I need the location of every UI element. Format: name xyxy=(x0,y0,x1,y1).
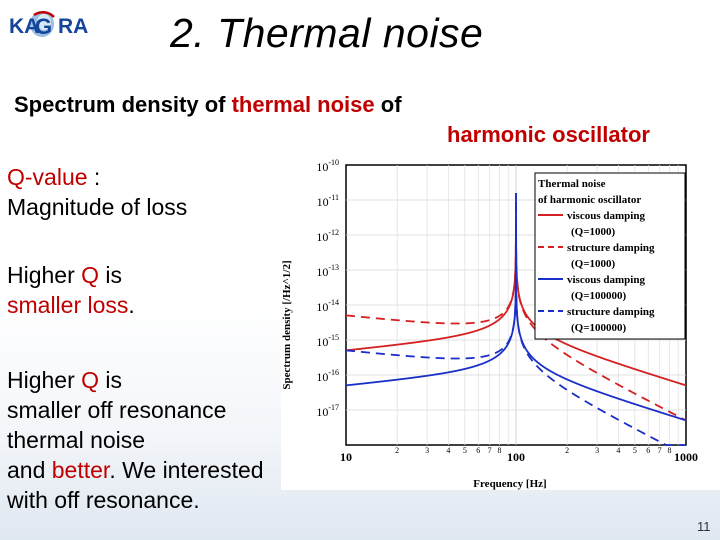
para3-line5: with off resonance. xyxy=(7,487,200,513)
slide-title: 2. Thermal noise xyxy=(170,10,484,56)
kagra-logo xyxy=(6,5,112,43)
x-minor-tick-label: 3 xyxy=(595,446,600,455)
logo-text-ra: RA xyxy=(58,15,89,38)
x-tick-label: 10 xyxy=(340,450,352,464)
paragraph-higher-q-loss xyxy=(7,260,135,320)
thermal-noise-plot xyxy=(281,155,720,490)
x-minor-tick-label: 6 xyxy=(476,446,481,455)
subtitle-line-1 xyxy=(14,92,402,118)
legend-title: of harmonic oscillator xyxy=(538,194,642,206)
para2-l2b: . xyxy=(128,292,135,318)
para3-line1 xyxy=(7,365,264,395)
legend-label: (Q=100000) xyxy=(571,290,627,302)
legend-title: Thermal noise xyxy=(538,178,606,190)
x-tick-label: 1000 xyxy=(674,450,698,464)
legend-label: structure damping xyxy=(567,242,655,254)
y-tick-label: $10^{-15}$ xyxy=(316,333,339,349)
para3-line3: thermal noise xyxy=(7,427,146,453)
para3-l1a: Higher xyxy=(7,367,82,393)
x-minor-tick-label: 7 xyxy=(487,446,492,455)
legend-label: (Q=1000) xyxy=(571,226,616,238)
x-minor-tick-label: 4 xyxy=(616,446,621,455)
para3-line2: smaller off resonance xyxy=(7,397,227,423)
x-minor-tick-label: 3 xyxy=(425,446,430,455)
subtitle-prefix: Spectrum density of xyxy=(14,92,232,117)
legend-label: viscous damping xyxy=(567,274,645,286)
para3-line4 xyxy=(7,455,264,485)
legend-label: structure damping xyxy=(567,306,655,318)
x-axis-label: Frequency [Hz] xyxy=(473,478,547,490)
subtitle-highlight-2: harmonic oscillator xyxy=(447,122,650,147)
y-tick-label: $10^{-14}$ xyxy=(316,298,339,314)
y-tick-label: $10^{-17}$ xyxy=(316,403,339,419)
para1-red: Q-value xyxy=(7,164,88,190)
logo-text-ka: KA xyxy=(9,15,40,38)
para3-l1red: Q xyxy=(81,367,100,393)
x-minor-tick-label: 2 xyxy=(565,446,570,455)
x-minor-tick-label: 2 xyxy=(395,446,400,455)
page-number: 11 xyxy=(697,519,711,534)
x-minor-tick-label: 6 xyxy=(646,446,651,455)
y-tick-label: $10^{-11}$ xyxy=(316,193,339,209)
x-minor-tick-label: 7 xyxy=(657,446,662,455)
para1-line1 xyxy=(7,162,187,192)
para2-l2red: smaller loss xyxy=(7,292,129,318)
para1-rest: : xyxy=(87,164,101,190)
legend-label: (Q=100000) xyxy=(571,322,627,334)
y-axis-label: Spectrum density [/Hz^1/2] xyxy=(281,260,293,390)
x-minor-tick-label: 5 xyxy=(462,446,467,455)
y-tick-label: $10^{-10}$ xyxy=(316,158,339,174)
x-minor-tick-label: 4 xyxy=(446,446,451,455)
paragraph-q-value xyxy=(7,162,187,222)
para2-l1a: Higher xyxy=(7,262,82,288)
para2-l1red: Q xyxy=(81,262,100,288)
para3-l4a: and xyxy=(7,457,52,483)
x-minor-tick-label: 8 xyxy=(667,446,672,455)
y-tick-label: $10^{-12}$ xyxy=(316,228,339,244)
x-minor-tick-label: 5 xyxy=(632,446,637,455)
x-tick-label: 100 xyxy=(507,450,525,464)
para2-line2 xyxy=(7,290,135,320)
para2-line1 xyxy=(7,260,135,290)
subtitle-highlight-1: thermal noise xyxy=(231,92,375,117)
x-minor-tick-label: 8 xyxy=(497,446,502,455)
para3-l4red: better xyxy=(51,457,110,483)
para1-line2: Magnitude of loss xyxy=(7,194,188,220)
para2-l1b: is xyxy=(99,262,123,288)
para3-l4b: . We interested xyxy=(109,457,264,483)
y-tick-label: $10^{-13}$ xyxy=(316,263,339,279)
para3-l1b: is xyxy=(99,367,123,393)
paragraph-higher-q-noise xyxy=(7,365,264,515)
legend-label: viscous damping xyxy=(567,210,645,222)
legend-label: (Q=1000) xyxy=(571,258,616,270)
y-tick-label: $10^{-16}$ xyxy=(316,368,339,384)
logo-text-g: G xyxy=(35,14,53,39)
subtitle-suffix: of xyxy=(374,92,402,117)
